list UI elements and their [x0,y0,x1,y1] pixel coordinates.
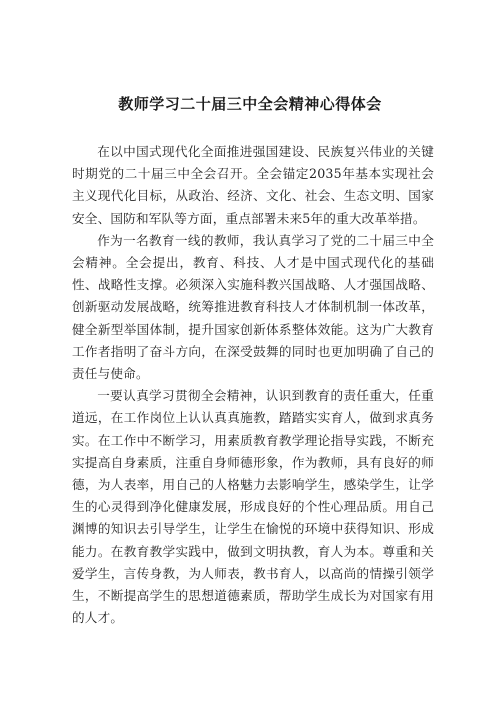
paragraph-teacher-role: 作为一名教育一线的教师，我认真学习了党的二十届三中全会精神。全会提出，教育、科技、人才是中国式现代化的基础性、战略性支撑。必须深入实施科教兴国战略、人才强国战略、创新驱动发展战略，统筹推进教育科技人才体制机制一体改革，健全新型举国体制，提升国家创新体系整体效能。这为广大教育工作者指明了奋斗方向，在深受鼓舞的同时也更加明确了自己的责任与使命。 [72,232,434,382]
paragraph-point-one: 一要认真学习贯彻全会精神，认识到教育的责任重大，任重道远，在工作岗位上认认真真施教，踏踏实实育人，做到求真务实。在工作中不断学习，用素质教育教学理论指导实践，不断充实提高自身素质，注重自身师德形象，作为教师，具有良好的师德，为人表率，用自己的人格魅力去影响学生，感染学生，让学生的心灵得到净化健康发展，形成良好的个性心理品质。用自己渊博的知识去引导学生，让学生在愉悦的环境中获得知识、形成能力。在教育教学实践中，做到文明执教，育人为本。尊重和关爱学生，言传身教，为人师表，教书育人，以高尚的情操引领学生，不断提高学生的思想道德素质，帮助学生成长为对国家有用的人才。 [72,388,434,626]
document-body [72,141,434,629]
paragraph-intro: 在以中国式现代化全面推进强国建设、民族复兴伟业的关键时期党的二十届三中全会召开。全会锚定2035年基本实现社会主义现代化目标，从政治、经济、文化、社会、生态文明、国家安全、国防和军队等方面，重点部署未来5年的重大改革举措。 [72,144,434,226]
document-title: 教师学习二十届三中全会精神心得体会 [118,95,382,113]
